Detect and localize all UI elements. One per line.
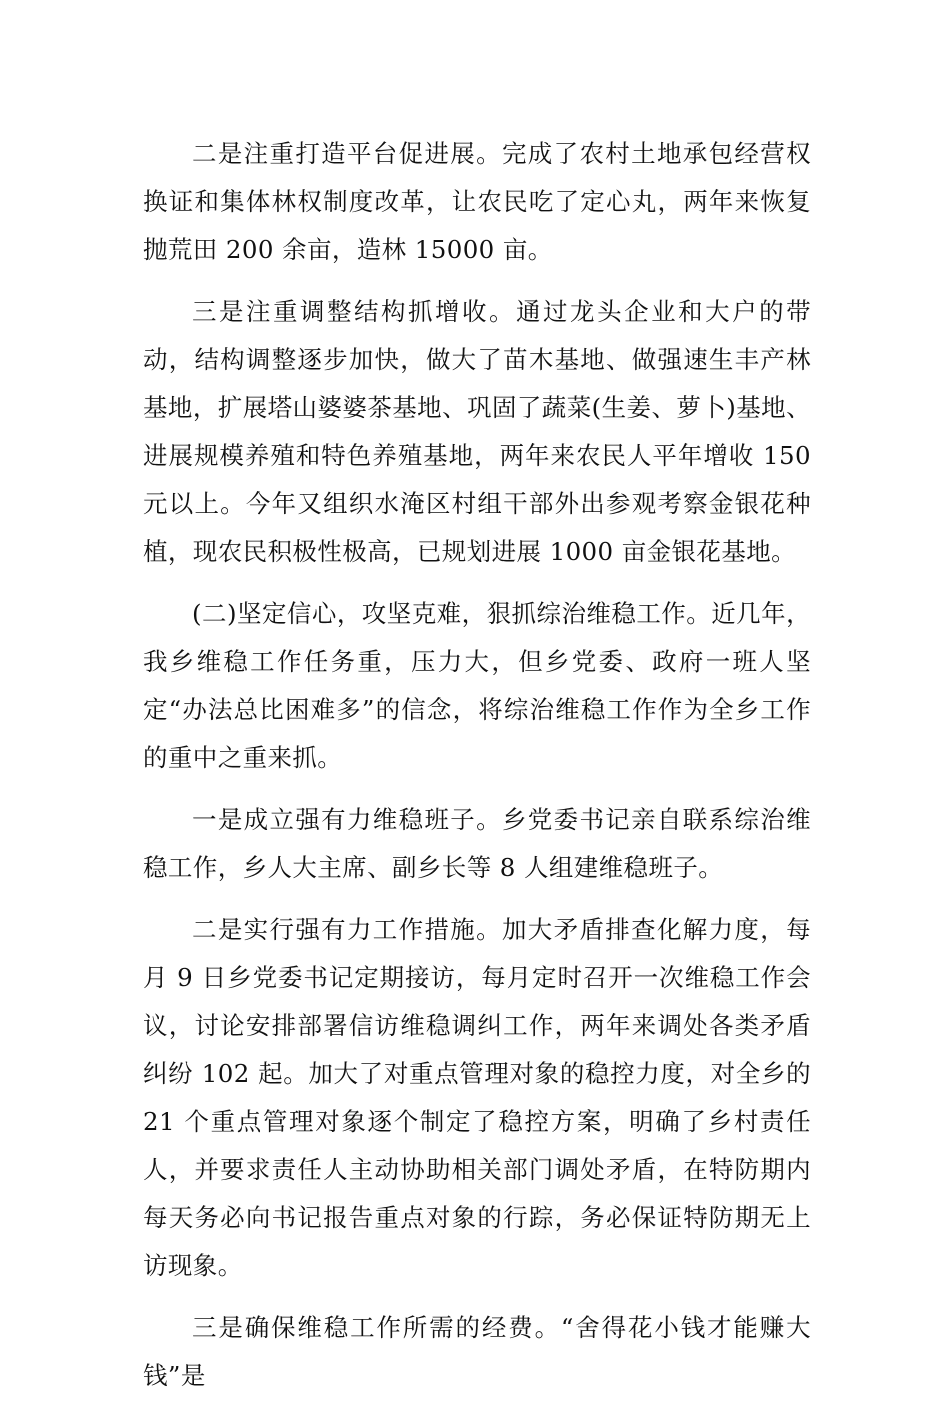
paragraph-stability-work: (二)坚定信心，攻坚克难，狠抓综治维稳工作。近几年，我乡维稳工作任务重，压力大，但乡党委、政府一班人坚定“办法总比困难多”的信念，将综治维稳工作作为全乡工作的重中之重来抓。 xyxy=(143,599,811,772)
document-body xyxy=(143,130,811,1414)
paragraph-structure-income: 三是注重调整结构抓增收。通过龙头企业和大户的带动，结构调整逐步加快，做大了苗木基地、做强速生丰产林基地，扩展塔山婆婆茶基地、巩固了蔬菜(生姜、萝卜)基地、进展规模养殖和特色养殖基地，两年来农民人平年增收 150 元以上。今年又组织水淹区村组干部外出参观考察金银花种植，现农民积极性极高，已规划进展 1000 亩金银花基地。 xyxy=(143,297,811,566)
paragraph-funding: 三是确保维稳工作所需的经费。“舍得花小钱才能赚大钱”是 xyxy=(143,1313,811,1390)
paragraph-stability-team: 一是成立强有力维稳班子。乡党委书记亲自联系综治维稳工作，乡人大主席、副乡长等 8 人组建维稳班子。 xyxy=(143,805,811,882)
paragraph-platform: 二是注重打造平台促进展。完成了农村土地承包经营权换证和集体林权制度改革，让农民吃了定心丸，两年来恢复抛荒田 200 余亩，造林 15000 亩。 xyxy=(143,139,811,264)
paragraph-work-measures: 二是实行强有力工作措施。加大矛盾排查化解力度，每月 9 日乡党委书记定期接访，每月定时召开一次维稳工作会议，讨论安排部署信访维稳调纠工作，两年来调处各类矛盾纠纷 102 起。加大了对重点管理对象的稳控力度，对全乡的 21 个重点管理对象逐个制定了稳控方案，明确了乡村责任人，并要求责任人主动协助相关部门调处矛盾，在特防期内每天务必向书记报告重点对象的行踪，务必保证特防期无上访现象。 xyxy=(143,915,811,1280)
